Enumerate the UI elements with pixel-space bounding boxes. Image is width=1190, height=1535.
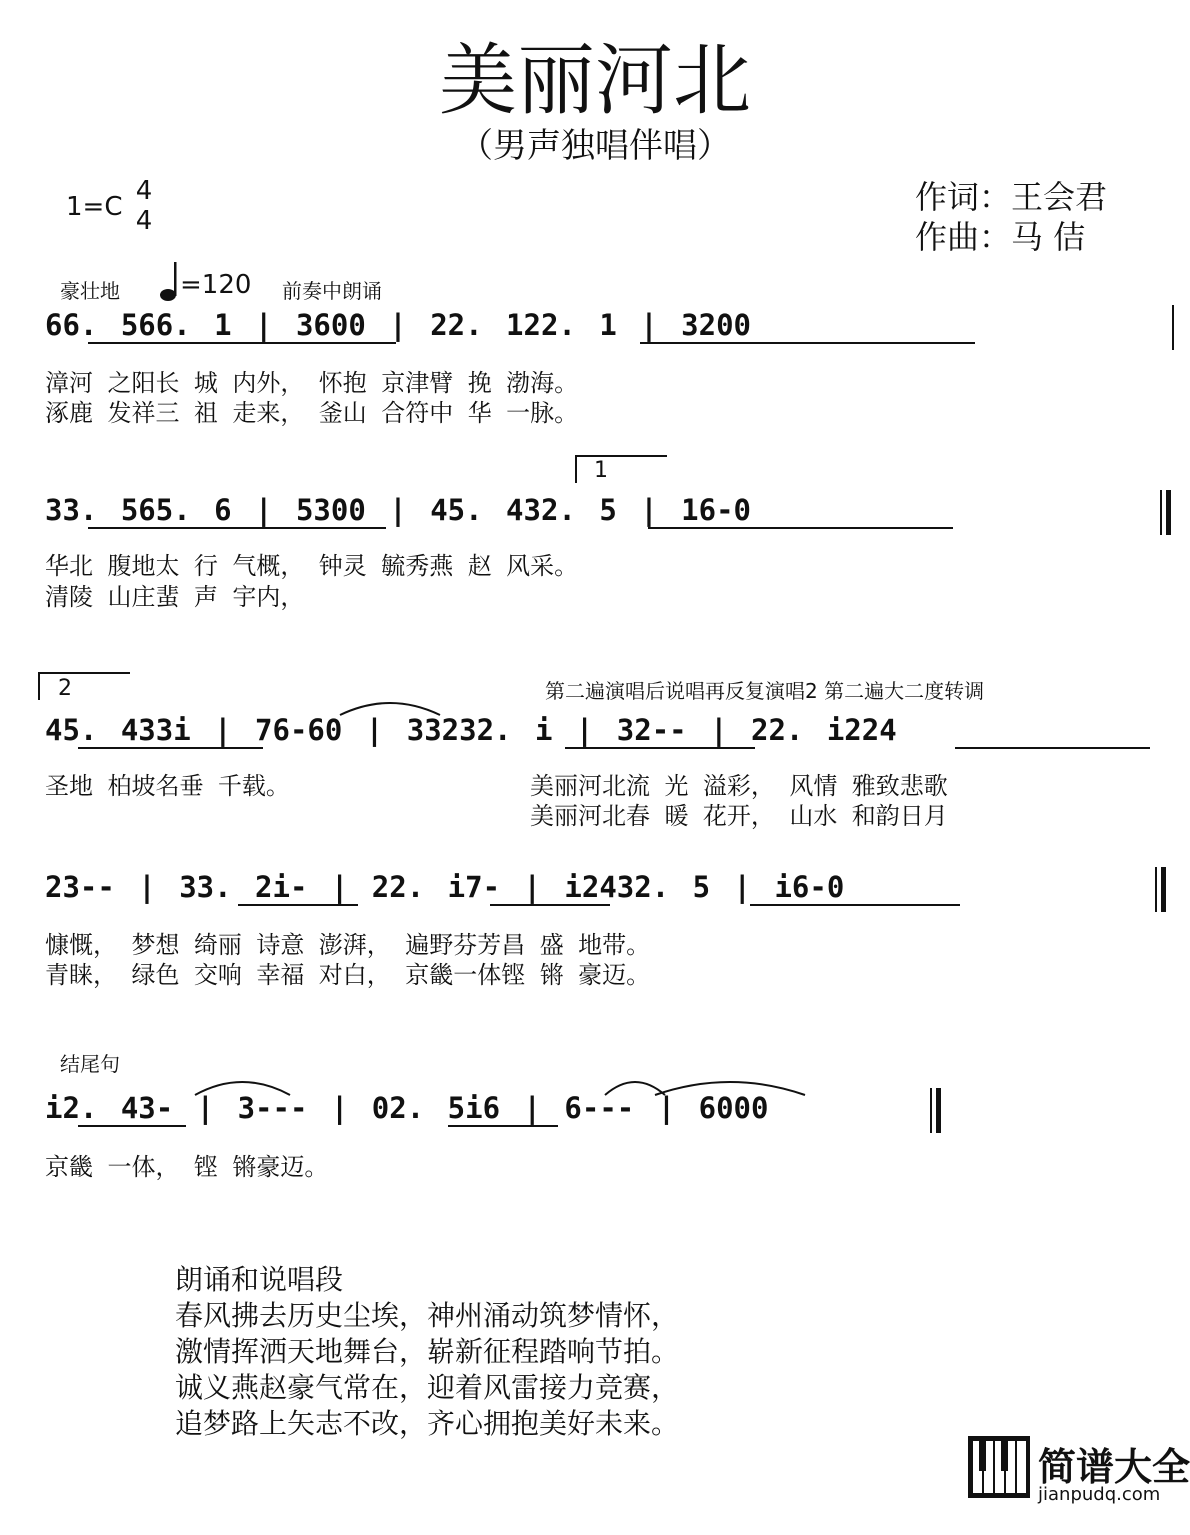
recitation-line: 诚义燕赵豪气常在，迎着风雷接力竞赛， <box>175 1371 680 1404</box>
tie-arc <box>190 1075 295 1097</box>
notation-row-1: 66. 566. 1 | 3600 | 22. 122. 1 | 3200 <box>45 308 752 342</box>
key-signature: 1=C <box>66 192 123 222</box>
lyrics-row-1-verse-2: 涿鹿 发祥三 祖 走来， 釜山 合符中 华 一脉。 <box>45 399 579 427</box>
recitation-line: 激情挥洒天地舞台，崭新征程踏响节拍。 <box>175 1335 680 1368</box>
volta-2: 2 <box>58 676 72 701</box>
time-signature <box>132 176 156 236</box>
volta-1: 1 <box>594 458 608 483</box>
notation-row-5: i2. 43- | 3--- | 02. 5i6 | 6--- | 6000 <box>45 1091 769 1125</box>
notation-row-4: 23-- | 33. 2i- | 22. i7- | i2432. 5 | i6-0 <box>45 870 845 904</box>
recitation-line: 追梦路上矢志不改，齐心拥抱美好未来。 <box>175 1407 680 1440</box>
piano-keys-icon <box>968 1436 1030 1498</box>
lyrics-row-2-verse-1: 华北 腹地太 行 气概， 钟灵 毓秀燕 赵 风采。 <box>45 552 579 580</box>
time-sig-top: 4 <box>135 176 153 206</box>
song-title: 美丽河北 <box>438 36 751 126</box>
tempo-marking: =120 <box>180 270 252 300</box>
lyrics-row-3-verse-1b: 美丽河北流 光 溢彩， 风情 雅致悲歌 <box>530 772 948 800</box>
time-sig-bottom: 4 <box>135 206 153 236</box>
lyrics-row-1-verse-1: 漳河 之阳长 城 内外， 怀抱 京津臂 挽 渤海。 <box>45 369 579 397</box>
recitation-heading: 朗诵和说唱段 <box>175 1263 344 1296</box>
lyricist-credit: 作词：王会君 <box>915 178 1108 216</box>
tie-arc <box>335 697 445 717</box>
tie-arc <box>650 1075 810 1097</box>
notation-row-2: 33. 565. 6 | 5300 | 45. 432. 5 | 16-0 <box>45 493 752 527</box>
logo-url: jianpudq.com <box>1038 1484 1161 1505</box>
notation-row-3: 45. 433i | 76-60 | 33232. i | 32-- | 22. i224 <box>45 713 897 747</box>
composer-credit: 作曲：马 佶 <box>915 218 1086 256</box>
lyrics-row-5: 京畿 一体， 铿 锵豪迈。 <box>45 1153 329 1181</box>
song-subtitle: （男声独唱伴唱） <box>459 126 731 166</box>
expression-marking: 豪壮地 <box>60 279 120 303</box>
lyrics-row-3-verse-1a: 圣地 柏坡名垂 千载。 <box>45 772 290 800</box>
ending-label: 结尾句 <box>60 1052 120 1076</box>
lyrics-row-2-verse-2: 清陵 山庄蜚 声 宇内， <box>45 583 305 611</box>
lyrics-row-4-verse-1: 慷慨， 梦想 绮丽 诗意 澎湃， 遍野芬芳昌 盛 地带。 <box>45 931 651 959</box>
performance-annotation: 第二遍演唱后说唱再反复演唱2 第二遍大二度转调 <box>545 679 985 703</box>
logo-name: 简谱大全 <box>1038 1445 1190 1489</box>
lyrics-row-3-verse-2b: 美丽河北春 暖 花开， 山水 和韵日月 <box>530 802 948 830</box>
intro-note: 前奏中朗诵 <box>282 279 382 303</box>
lyrics-row-4-verse-2: 青睐， 绿色 交响 幸福 对白， 京畿一体铿 锵 豪迈。 <box>45 961 651 989</box>
recitation-line: 春风拂去历史尘埃，神州涌动筑梦情怀， <box>175 1299 680 1332</box>
